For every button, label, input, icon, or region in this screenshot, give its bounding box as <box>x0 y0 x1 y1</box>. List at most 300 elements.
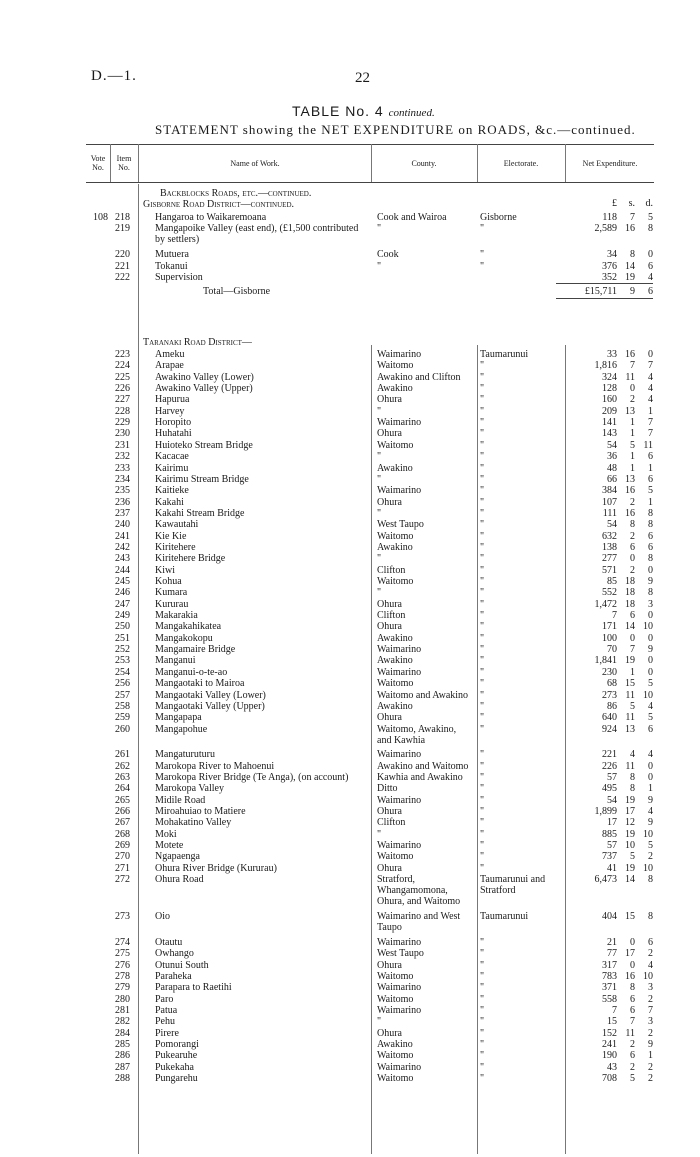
shillings-cell: 10 <box>625 840 635 852</box>
item-cell: 225 <box>115 371 130 383</box>
county-cell: Waimarino <box>377 1061 422 1073</box>
pounds-cell: 15 <box>607 1016 617 1028</box>
name-cell: Patua <box>155 1004 178 1016</box>
electorate-cell: " <box>480 1061 485 1073</box>
county-cell: Stratford, Whangamomona, Ohura, and Waitomo <box>377 874 461 908</box>
pence-cell: 6 <box>648 723 653 735</box>
pounds-cell: 107 <box>602 496 617 508</box>
county-cell: Waitomo <box>377 993 414 1005</box>
county-cell: Ditto <box>377 783 398 795</box>
header-bottom-rule <box>86 182 654 183</box>
shillings-cell: 7 <box>630 212 635 223</box>
pounds-cell: 152 <box>602 1027 617 1039</box>
pence-cell: 8 <box>648 553 653 565</box>
pounds-cell: 1,472 <box>594 598 617 610</box>
shillings-cell: 8 <box>630 771 635 783</box>
name-cell: Pungarehu <box>155 1073 198 1085</box>
name-cell: Mangamaire Bridge <box>155 644 236 656</box>
electorate-cell: " <box>480 405 485 417</box>
electorate-cell: " <box>480 394 485 406</box>
electorate-cell: " <box>480 948 485 960</box>
electorate-cell: " <box>480 982 485 994</box>
name-cell: Kaitieke <box>155 485 189 497</box>
county-cell: " <box>377 473 382 485</box>
pounds-cell: 376 <box>602 260 617 272</box>
item-cell: 282 <box>115 1016 130 1028</box>
pounds-cell: 21 <box>607 936 617 948</box>
shillings-cell: 2 <box>630 394 635 406</box>
shillings-cell: 0 <box>630 383 635 395</box>
shillings-cell: 14 <box>625 260 635 272</box>
item-cell: 244 <box>115 564 130 576</box>
county-cell: Waitomo <box>377 1050 414 1062</box>
electorate-cell: " <box>480 485 485 497</box>
county-cell: Waimarino <box>377 794 422 806</box>
county-cell: " <box>377 451 382 463</box>
item-cell: 266 <box>115 806 130 817</box>
name-cell: Manganui-o-te-ao <box>155 666 228 678</box>
shillings-cell: 4 <box>630 749 635 761</box>
name-cell: Mangakokopu <box>155 632 213 644</box>
name-cell: Miroahuiao to Matiere <box>155 806 246 817</box>
pence-cell: 3 <box>648 982 653 994</box>
item-cell: 232 <box>115 451 130 463</box>
pence-cell: 9 <box>648 1039 653 1050</box>
item-cell: 275 <box>115 948 130 960</box>
item-cell: 269 <box>115 840 130 852</box>
col-divider <box>565 144 566 182</box>
total-rule-bottom <box>556 298 653 299</box>
pence-cell: 4 <box>648 371 653 383</box>
pounds-cell: 66 <box>607 473 617 485</box>
pence-cell: 8 <box>648 874 653 886</box>
name-cell: Kakahi <box>155 496 184 508</box>
item-cell: 226 <box>115 383 130 395</box>
electorate-cell: " <box>480 576 485 587</box>
table-title-suffix: continued. <box>388 107 435 119</box>
electorate-cell: " <box>480 473 485 485</box>
electorate-cell: " <box>480 371 485 383</box>
pounds-cell: 404 <box>602 911 617 923</box>
county-cell: Ohura <box>377 496 402 508</box>
name-cell: Pirere <box>155 1027 179 1039</box>
shillings-cell: 19 <box>625 862 635 874</box>
pence-cell: 4 <box>648 959 653 971</box>
shillings-cell: 0 <box>630 936 635 948</box>
shillings-cell: 7 <box>630 644 635 656</box>
name-cell: Pomorangi <box>155 1039 199 1050</box>
shillings-cell: 5 <box>630 851 635 863</box>
pence-cell: 6 <box>648 541 653 553</box>
item-cell: 260 <box>115 723 130 735</box>
pence-cell: 6 <box>648 451 653 463</box>
section-heading-gisborne: Gisborne Road District—continued. <box>143 199 294 210</box>
col-header-electorate: Electorate. <box>503 158 539 168</box>
county-cell: Ohura <box>377 428 402 440</box>
county-cell: " <box>377 405 382 417</box>
shillings-cell: 6 <box>630 993 635 1005</box>
pounds-cell: 143 <box>602 428 617 440</box>
item-cell: 270 <box>115 851 130 863</box>
shillings-cell: 2 <box>630 564 635 576</box>
name-cell: Kohua <box>155 576 182 587</box>
item-cell: 286 <box>115 1050 130 1062</box>
pounds-header: £ <box>612 198 617 209</box>
name-cell: Motete <box>155 840 184 852</box>
county-cell: Waimarino <box>377 644 422 656</box>
shillings-cell: 5 <box>630 700 635 712</box>
electorate-cell: " <box>480 806 485 817</box>
pence-cell: 2 <box>648 1073 653 1085</box>
electorate-cell: " <box>480 1027 485 1039</box>
pounds-cell: 277 <box>602 553 617 565</box>
electorate-cell: " <box>480 249 485 261</box>
name-cell: Mangaotaki Valley (Lower) <box>155 689 266 701</box>
electorate-cell: " <box>480 507 485 519</box>
pence-cell: 8 <box>648 911 653 923</box>
col-divider <box>477 144 478 182</box>
pounds-cell: 352 <box>602 272 617 283</box>
pounds-cell: 34 <box>607 249 617 261</box>
shillings-cell: 2 <box>630 1061 635 1073</box>
county-cell: Clifton <box>377 610 406 622</box>
county-cell: Clifton <box>377 817 406 829</box>
county-cell: Awakino <box>377 383 413 395</box>
electorate-cell: Gisborne <box>480 212 517 223</box>
county-cell: Clifton <box>377 564 406 576</box>
electorate-cell: " <box>480 851 485 863</box>
county-cell: Ohura <box>377 806 402 817</box>
item-cell: 287 <box>115 1061 130 1073</box>
col-header-county: County. <box>411 158 437 168</box>
pounds-cell: 86 <box>607 700 617 712</box>
pence-cell: 10 <box>643 689 653 701</box>
shillings-cell: 19 <box>625 828 635 840</box>
shillings-cell: 13 <box>625 723 635 735</box>
pounds-cell: 571 <box>602 564 617 576</box>
item-cell: 288 <box>115 1073 130 1085</box>
pounds-cell: 77 <box>607 948 617 960</box>
section-heading-backblocks: Backblocks Roads, etc.—continued. <box>160 188 312 199</box>
name-cell: Owhango <box>155 948 194 960</box>
pounds-cell: 85 <box>607 576 617 587</box>
pounds-cell: 17 <box>607 817 617 829</box>
item-cell: 249 <box>115 610 130 622</box>
total-pounds: £15,711 <box>584 286 617 297</box>
item-cell: 261 <box>115 749 130 761</box>
item-cell: 281 <box>115 1004 130 1016</box>
pence-cell: 5 <box>648 840 653 852</box>
item-cell: 224 <box>115 360 130 372</box>
name-cell: Otunui South <box>155 959 209 971</box>
pence-cell: 0 <box>648 249 653 261</box>
county-cell: Kawhia and Awakino <box>377 771 463 783</box>
pounds-cell: 171 <box>602 621 617 633</box>
pounds-cell: 209 <box>602 405 617 417</box>
pence-cell: 1 <box>648 1050 653 1062</box>
shillings-cell: 6 <box>630 610 635 622</box>
name-cell: Mutuera <box>155 249 189 261</box>
item-cell: 251 <box>115 632 130 644</box>
electorate-cell: " <box>480 749 485 761</box>
name-cell: Paro <box>155 993 174 1005</box>
pounds-cell: 160 <box>602 394 617 406</box>
shillings-cell: 19 <box>625 272 635 283</box>
shillings-cell: 18 <box>625 598 635 610</box>
pounds-cell: 2,589 <box>594 223 617 235</box>
pence-header: d. <box>645 198 653 209</box>
item-cell: 254 <box>115 666 130 678</box>
name-cell: Kiritehere Bridge <box>155 553 226 565</box>
shillings-cell: 13 <box>625 405 635 417</box>
pounds-cell: 1,841 <box>594 655 617 667</box>
name-cell: Mangaotaki to Mairoa <box>155 678 245 690</box>
shillings-cell: 6 <box>630 1004 635 1016</box>
shillings-cell: 15 <box>625 911 635 923</box>
pence-cell: 8 <box>648 223 653 235</box>
county-cell: Waitomo, Awakino, and Kawhia <box>377 723 457 746</box>
total-label: Total—Gisborne <box>203 286 271 297</box>
pence-cell: 6 <box>648 936 653 948</box>
pence-cell: 10 <box>643 621 653 633</box>
electorate-cell: " <box>480 760 485 772</box>
county-cell: Waimarino <box>377 666 422 678</box>
pounds-cell: 111 <box>602 507 617 519</box>
pence-cell: 6 <box>648 530 653 542</box>
shillings-cell: 14 <box>625 874 635 886</box>
pence-cell: 0 <box>648 349 653 360</box>
shillings-cell: 11 <box>625 689 635 701</box>
table-title-text: TABLE No. 4 <box>292 103 384 119</box>
county-cell: West Taupo <box>377 519 424 531</box>
shillings-cell: 7 <box>630 360 635 372</box>
name-cell: Ameku <box>155 349 185 360</box>
shillings-cell: 1 <box>630 666 635 678</box>
pence-cell: 7 <box>648 1004 653 1016</box>
shillings-cell: 18 <box>625 587 635 599</box>
col-divider <box>110 144 111 182</box>
name-cell: Horopito <box>155 417 192 429</box>
name-cell: Otautu <box>155 936 183 948</box>
pounds-cell: 7 <box>612 1004 617 1016</box>
pounds-cell: 273 <box>602 689 617 701</box>
col-header-name: Name of Work. <box>230 158 280 168</box>
item-cell: 222 <box>115 272 130 283</box>
shillings-cell: 19 <box>625 655 635 667</box>
county-cell: " <box>377 507 382 519</box>
electorate-cell: " <box>480 783 485 795</box>
pence-cell: 7 <box>648 428 653 440</box>
electorate-cell: " <box>480 451 485 463</box>
pounds-cell: 230 <box>602 666 617 678</box>
county-cell: " <box>377 223 382 235</box>
item-cell: 271 <box>115 862 130 874</box>
pounds-cell: 924 <box>602 723 617 735</box>
electorate-cell: " <box>480 1039 485 1050</box>
pounds-cell: 118 <box>602 212 617 223</box>
item-cell: 241 <box>115 530 130 542</box>
name-cell: Hangaroa to Waikaremoana <box>155 212 267 223</box>
county-cell: Awakino <box>377 462 413 474</box>
electorate-cell: " <box>480 632 485 644</box>
pounds-cell: 41 <box>607 862 617 874</box>
electorate-cell: " <box>480 959 485 971</box>
shillings-cell: 8 <box>630 249 635 261</box>
col-header-vote: Vote No. <box>90 154 106 172</box>
pounds-cell: 221 <box>602 749 617 761</box>
shillings-cell: 5 <box>630 439 635 451</box>
pounds-cell: 36 <box>607 451 617 463</box>
item-cell: 242 <box>115 541 130 553</box>
name-cell: Kiritehere <box>155 541 196 553</box>
name-cell: Kairimu Stream Bridge <box>155 473 249 485</box>
body-divider <box>477 345 478 1154</box>
name-cell: Marokopa River Bridge (Te Anga), (on account) <box>155 771 349 783</box>
vote-cell: 108 <box>93 212 108 223</box>
pounds-cell: 100 <box>602 632 617 644</box>
electorate-cell: " <box>480 993 485 1005</box>
pence-cell: 6 <box>648 473 653 485</box>
pence-cell: 2 <box>648 1061 653 1073</box>
county-cell: Waimarino <box>377 840 422 852</box>
county-cell: Waitomo <box>377 851 414 863</box>
county-cell: Ohura <box>377 712 402 724</box>
name-cell: Kawautahi <box>155 519 199 531</box>
electorate-cell: " <box>480 840 485 852</box>
electorate-cell: " <box>480 598 485 610</box>
pounds-cell: 138 <box>602 541 617 553</box>
item-cell: 230 <box>115 428 130 440</box>
electorate-cell: Taumarunui and Stratford <box>480 874 546 897</box>
pounds-cell: 783 <box>602 970 617 982</box>
col-divider <box>138 144 139 182</box>
county-cell: " <box>377 1016 382 1028</box>
electorate-cell: " <box>480 678 485 690</box>
name-cell: Kie Kie <box>155 530 187 542</box>
name-cell: Midile Road <box>155 794 206 806</box>
pence-cell: 0 <box>648 771 653 783</box>
county-cell: Waitomo <box>377 439 414 451</box>
pounds-cell: 7 <box>612 610 617 622</box>
name-cell: Supervision <box>155 272 203 283</box>
county-cell: Ohura <box>377 598 402 610</box>
name-cell: Manganui <box>155 655 196 667</box>
shillings-cell: 16 <box>625 349 635 360</box>
electorate-cell: " <box>480 428 485 440</box>
county-cell: " <box>377 260 382 272</box>
name-cell: Marokopa River to Mahoenui <box>155 760 275 772</box>
pounds-cell: 128 <box>602 383 617 395</box>
shillings-cell: 0 <box>630 553 635 565</box>
electorate-cell: " <box>480 1050 485 1062</box>
pence-cell: 2 <box>648 948 653 960</box>
county-cell: Ohura <box>377 621 402 633</box>
item-cell: 227 <box>115 394 130 406</box>
pence-cell: 10 <box>643 828 653 840</box>
name-cell: Awakino Valley (Upper) <box>155 383 253 395</box>
item-cell: 257 <box>115 689 130 701</box>
pence-cell: 0 <box>648 666 653 678</box>
pounds-cell: 384 <box>602 485 617 497</box>
name-cell: Kiwi <box>155 564 175 576</box>
shillings-cell: 11 <box>625 371 635 383</box>
pounds-cell: 70 <box>607 644 617 656</box>
pounds-cell: 141 <box>602 417 617 429</box>
pence-cell: 9 <box>648 794 653 806</box>
item-cell: 250 <box>115 621 130 633</box>
pence-cell: 6 <box>648 260 653 272</box>
electorate-cell: " <box>480 828 485 840</box>
name-cell: Arapae <box>155 360 184 372</box>
item-cell: 245 <box>115 576 130 587</box>
pence-cell: 0 <box>648 632 653 644</box>
body-divider <box>565 345 566 1154</box>
shillings-cell: 1 <box>630 462 635 474</box>
pounds-cell: 885 <box>602 828 617 840</box>
county-cell: Ohura <box>377 959 402 971</box>
shillings-cell: 2 <box>630 1039 635 1050</box>
electorate-cell: " <box>480 260 485 272</box>
item-cell: 218 <box>115 212 130 223</box>
pence-cell: 3 <box>648 1016 653 1028</box>
item-cell: 278 <box>115 970 130 982</box>
electorate-cell: " <box>480 564 485 576</box>
electorate-cell: " <box>480 439 485 451</box>
electorate-cell: " <box>480 723 485 735</box>
pence-cell: 7 <box>648 417 653 429</box>
electorate-cell: " <box>480 530 485 542</box>
pounds-cell: 371 <box>602 982 617 994</box>
shillings-cell: 2 <box>630 530 635 542</box>
electorate-cell: " <box>480 587 485 599</box>
pounds-cell: 43 <box>607 1061 617 1073</box>
shillings-cell: 16 <box>625 223 635 235</box>
name-cell: Moki <box>155 828 177 840</box>
pounds-cell: 241 <box>602 1039 617 1050</box>
item-cell: 262 <box>115 760 130 772</box>
pence-cell: 5 <box>648 485 653 497</box>
name-cell: Pukearuhe <box>155 1050 198 1062</box>
pence-cell: 1 <box>648 462 653 474</box>
pence-cell: 7 <box>648 360 653 372</box>
pounds-cell: 324 <box>602 371 617 383</box>
pence-cell: 0 <box>648 655 653 667</box>
electorate-cell: " <box>480 1073 485 1085</box>
item-cell: 228 <box>115 405 130 417</box>
shillings-cell: 8 <box>630 519 635 531</box>
name-cell: Marokopa Valley <box>155 783 224 795</box>
pounds-cell: 558 <box>602 993 617 1005</box>
body-divider <box>371 345 372 1154</box>
name-cell: Kururau <box>155 598 189 610</box>
pence-cell: 10 <box>643 862 653 874</box>
pence-cell: 0 <box>648 760 653 772</box>
pence-cell: 10 <box>643 970 653 982</box>
pence-cell: 4 <box>648 700 653 712</box>
county-cell: Waimarino <box>377 417 422 429</box>
county-cell: Waitomo <box>377 530 414 542</box>
name-cell: Ngapaenga <box>155 851 200 863</box>
county-cell: Awakino <box>377 700 413 712</box>
county-cell: Waimarino <box>377 349 422 360</box>
pence-cell: 9 <box>648 817 653 829</box>
electorate-cell: " <box>480 655 485 667</box>
county-cell: Awakino <box>377 1039 413 1050</box>
electorate-cell: Taumarunui <box>480 349 529 360</box>
name-cell: Makarakia <box>155 610 198 622</box>
pounds-cell: 190 <box>602 1050 617 1062</box>
pounds-cell: 632 <box>602 530 617 542</box>
